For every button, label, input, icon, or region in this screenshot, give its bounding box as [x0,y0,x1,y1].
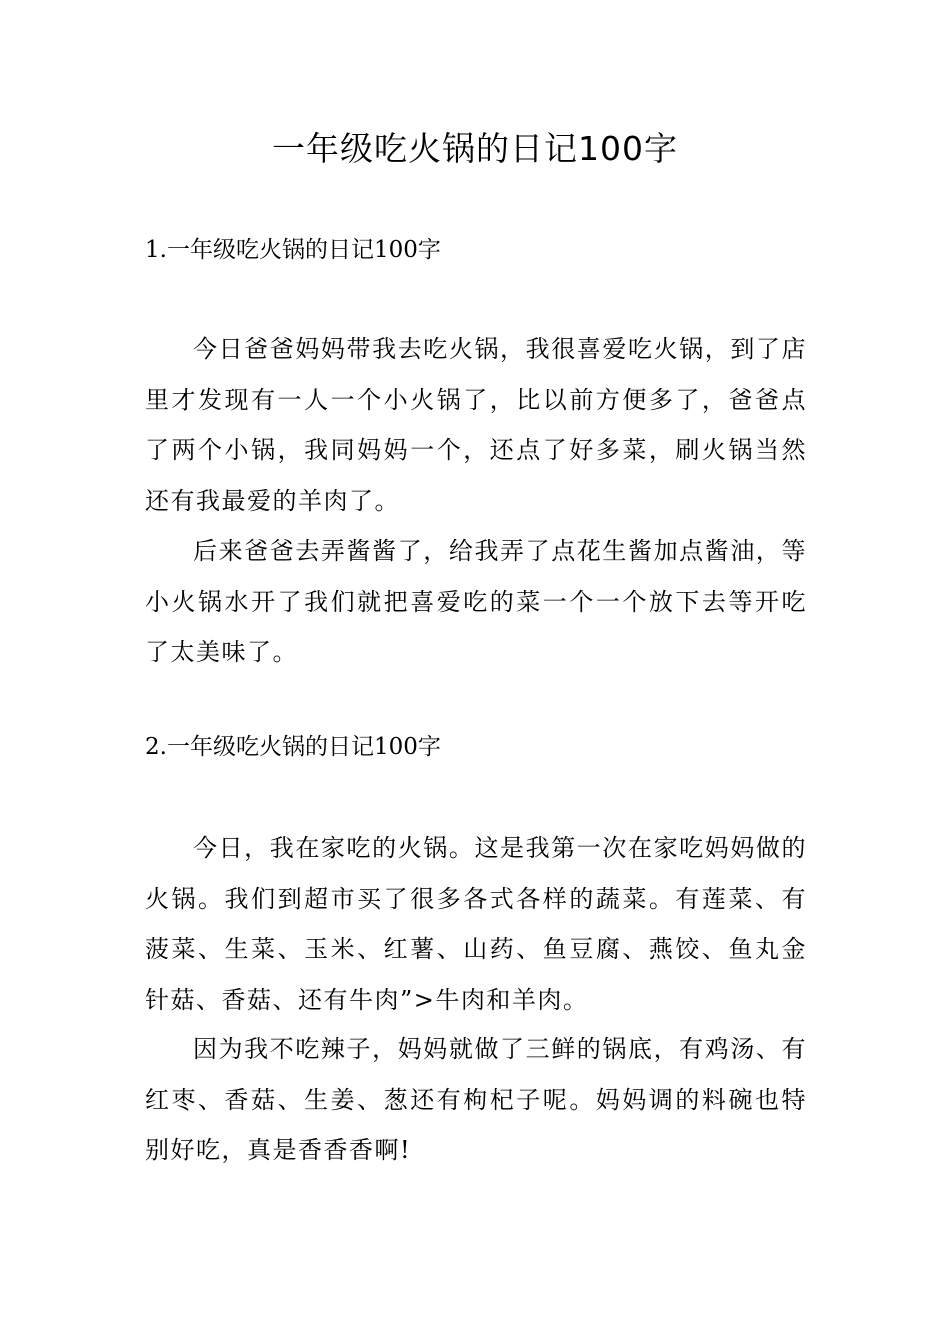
section-2-paragraph-1: 今日，我在家吃的火锅。这是我第一次在家吃妈妈做的火锅。我们到超市买了很多各式各样的蔬菜。有莲菜、有菠菜、生菜、玉米、红薯、山药、鱼豆腐、燕饺、鱼丸金针菇、香菇、还有牛肉”>牛肉和羊肉。 [145,834,807,1014]
section-heading-1: 1.一年级吃火锅的日记100字 [145,237,441,263]
section-1-paragraph-2: 后来爸爸去弄酱酱了，给我弄了点花生酱加点酱油，等小火锅水开了我们就把喜爱吃的菜一个一个放下去等开吃了太美味了。 [145,537,807,666]
section-2-paragraph-2: 因为我不吃辣子，妈妈就做了三鲜的锅底，有鸡汤、有红枣、香菇、生姜、葱还有枸杞子呢。妈妈调的料碗也特别好吃，真是香香香啊! [145,1035,807,1164]
section-1-paragraph-1: 今日爸爸妈妈带我去吃火锅，我很喜爱吃火锅，到了店里才发现有一人一个小火锅了，比以前方便多了，爸爸点了两个小锅，我同妈妈一个，还点了好多菜，刷火锅当然还有我最爱的羊肉了。 [145,335,807,515]
document-title: 一年级吃火锅的日记100字 [272,129,678,168]
section-heading-2: 2.一年级吃火锅的日记100字 [145,734,441,760]
